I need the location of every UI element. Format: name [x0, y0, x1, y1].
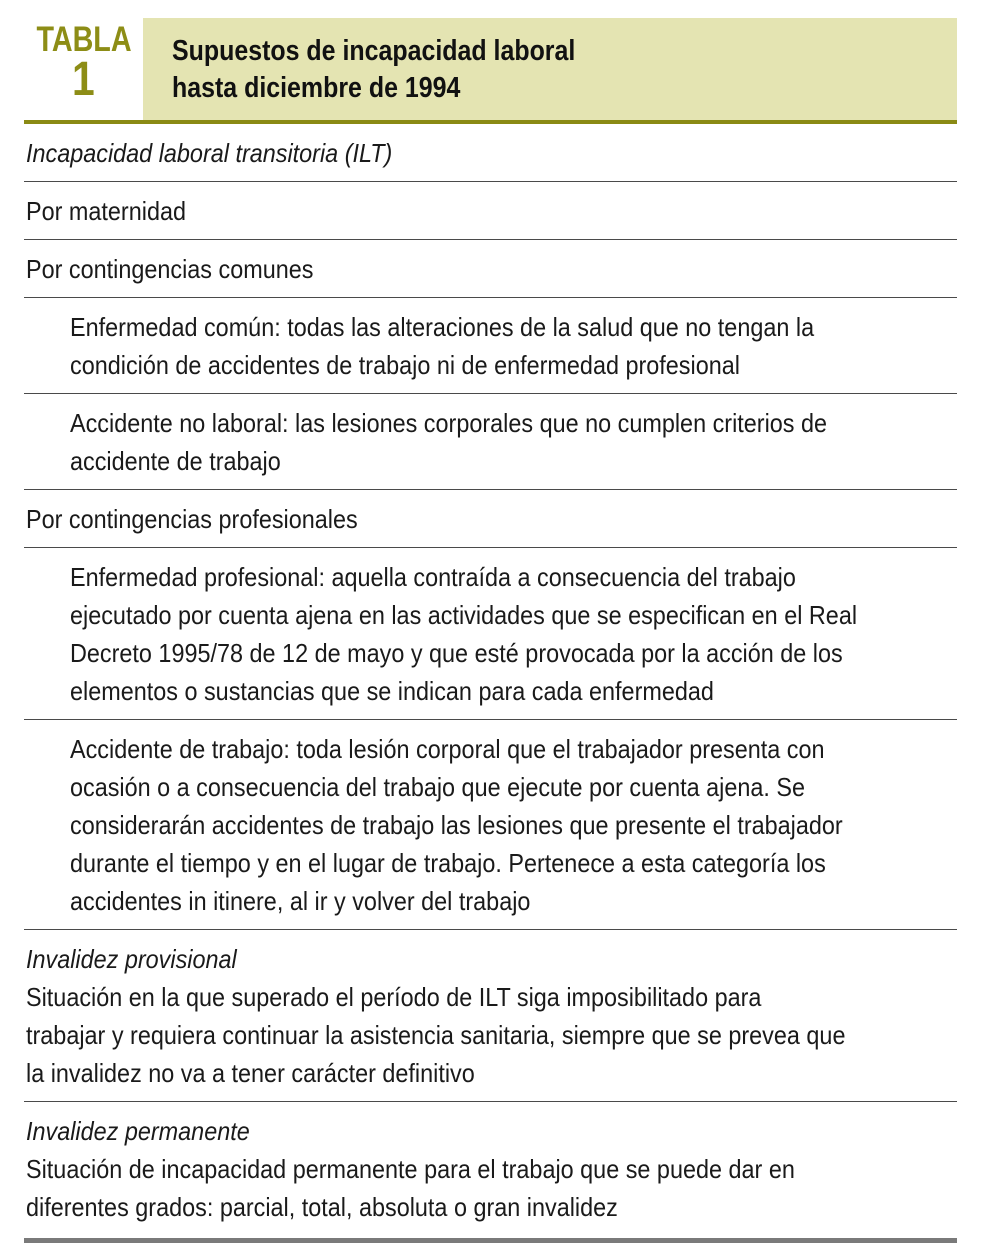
row-invalidez-provisional-line-2: trabajar y requiera continuar la asistencia sanitaria, siempre que se prevea que — [26, 1020, 846, 1050]
row-invalidez-provisional-line-3: la invalidez no va a tener carácter definitivo — [26, 1058, 475, 1088]
row-accidente-trabajo-line-1: Accidente de trabajo: toda lesión corporal que el trabajador presenta con — [70, 734, 825, 764]
table-row — [24, 930, 957, 1102]
row-invalidez-provisional-line-1: Situación en la que superado el período de ILT siga imposibilitado para — [26, 982, 762, 1012]
row-invalidez-permanente-line-1: Situación de incapacidad permanente para el trabajo que se puede dar en — [26, 1154, 795, 1184]
row-accidente-no-laboral-line-1: Accidente no laboral: las lesiones corporales que no cumplen criterios de — [70, 408, 828, 438]
row-enfermedad-profesional-line-1: Enfermedad profesional: aquella contraída a consecuencia del trabajo — [70, 562, 796, 592]
row-invalidez-permanente-heading: Invalidez permanente — [26, 1116, 250, 1146]
table-row — [24, 124, 957, 182]
row-accidente-no-laboral-line-2: accidente de trabajo — [70, 446, 281, 476]
table-label-number: 1 — [72, 53, 95, 106]
table-row — [24, 1102, 957, 1243]
row-contingencias-profesionales: Por contingencias profesionales — [26, 504, 358, 534]
row-accidente-trabajo-line-3: considerarán accidentes de trabajo las lesiones que presente el trabajador — [70, 810, 843, 840]
table-title-line-1: Supuestos de incapacidad laboral — [172, 35, 576, 67]
table-row — [24, 298, 957, 394]
row-accidente-trabajo-line-2: ocasión o a consecuencia del trabajo que ejecute por cuenta ajena. Se — [70, 772, 806, 802]
row-enfermedad-comun-line-1: Enfermedad común: todas las alteraciones de la salud que no tengan la — [70, 312, 815, 342]
row-enfermedad-comun-line-2: condición de accidentes de trabajo ni de enfermedad profesional — [70, 350, 740, 380]
table-title — [143, 18, 957, 120]
table-row — [24, 240, 957, 298]
table-title-line-2: hasta diciembre de 1994 — [172, 72, 461, 104]
table-row — [24, 490, 957, 548]
row-invalidez-provisional-heading: Invalidez provisional — [26, 944, 237, 974]
table-header — [24, 18, 957, 124]
table-label-word: TABLA — [35, 20, 132, 59]
row-maternidad: Por maternidad — [26, 196, 186, 226]
table-body — [24, 124, 957, 1243]
row-enfermedad-profesional-line-2: ejecutado por cuenta ajena en las actividades que se especifican en el Real — [70, 600, 858, 630]
row-ilt-heading: Incapacidad laboral transitoria (ILT) — [26, 138, 393, 168]
row-accidente-trabajo-line-4: durante el tiempo y en el lugar de trabajo. Pertenece a esta categoría los — [70, 848, 826, 878]
row-enfermedad-profesional-line-3: Decreto 1995/78 de 12 de mayo y que esté provocada por la acción de los — [70, 638, 843, 668]
table-row — [24, 548, 957, 720]
table-figure — [24, 18, 957, 1243]
row-invalidez-permanente-line-2: diferentes grados: parcial, total, absoluta o gran invalidez — [26, 1192, 618, 1222]
table-row — [24, 720, 957, 930]
row-contingencias-comunes: Por contingencias comunes — [26, 254, 314, 284]
table-row — [24, 182, 957, 240]
table-row — [24, 394, 957, 490]
row-accidente-trabajo-line-5: accidentes in itinere, al ir y volver del trabajo — [70, 886, 531, 916]
row-enfermedad-profesional-line-4: elementos o sustancias que se indican para cada enfermedad — [70, 676, 714, 706]
table-label — [24, 18, 143, 120]
